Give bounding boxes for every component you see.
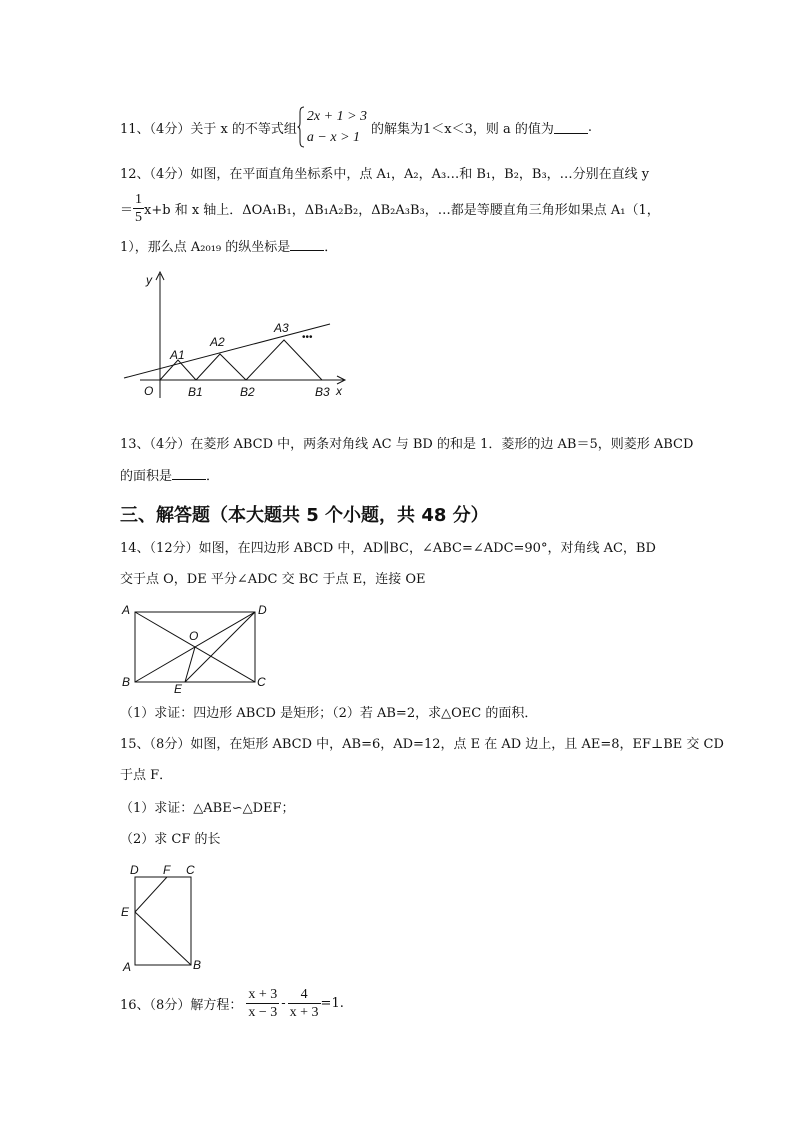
label-c: C [186, 863, 195, 877]
label-b: B [193, 958, 202, 972]
q12-line-2: ＝ $\frac{1}{5}$ x+b 和 x 轴上．ΔOA₁B₁，ΔB₁A₂B₂，ΔB₂A₃B₃，…都是等腰直角三角形如果点 A₁（1， [120, 191, 660, 225]
q11-suffix: 的解集为1＜x＜3，则 a 的值为 [371, 121, 554, 137]
fraction-2: $\frac{4}{x + 3}$ [289, 986, 319, 1020]
q11-prefix: 11、（4分）关于 x 的不等式组 [120, 121, 297, 137]
q14-line-2: 交于点 O，DE 平分∠ADC 交 BC 于点 E，连接 OE [120, 572, 426, 587]
label-b: B [122, 675, 131, 689]
label-a2: A2 [210, 335, 225, 349]
q15-line-1: 15、（8分）如图，在矩形 ABCD 中，AB=6，AD=12，点 E 在 AD 边上，且 AE=8，EF⊥BE 交 CD [120, 737, 724, 752]
q16-prefix: 16、（8分）解方程： [120, 997, 243, 1013]
line-y-1-5x-b [124, 324, 330, 378]
label-c: C [257, 675, 266, 689]
triangle-b2a3b3 [246, 340, 322, 380]
q12-line-1: 12、（4分）如图，在平面直角坐标系中，点 A₁，A₂，A₃…和 B₁，B₂，B₃，…分别在直线 y [120, 167, 650, 182]
label-b1: B1 [188, 385, 203, 399]
inequality-system [297, 106, 367, 148]
q14-parts: （1）求证：四边形 ABCD 是矩形；（2）若 AB=2，求△OEC 的面积． [120, 706, 538, 721]
segment-eb [135, 912, 191, 965]
label-a: A [122, 603, 131, 617]
q14-line-1: 14、（12分）如图，在四边形 ABCD 中，AD∥BC，∠ABC=∠ADC=90°，对角线 AC，BD [120, 541, 656, 556]
label-d: D [130, 863, 139, 877]
label-e: E [174, 682, 183, 696]
label-o: O [189, 629, 199, 643]
q13-line-1: 13、（4分）在菱形 ABCD 中，两条对角线 AC 与 BD 的和是 1．菱形的边 AB＝5，则菱形 ABCD [120, 437, 694, 452]
label-a3: A3 [274, 321, 289, 335]
label-y: y [146, 273, 152, 287]
label-x: x [336, 384, 342, 398]
q12-line-3: 1），那么点 A₂₀₁₉ 的纵坐标是 ． [120, 240, 338, 255]
q12-figure [118, 268, 358, 408]
rectangle-abcd [135, 877, 191, 965]
q15-line-2: 于点 F． [120, 768, 173, 783]
q14-figure [118, 600, 278, 696]
label-e: E [121, 905, 130, 919]
inequality-2: a − x > 1 [306, 130, 361, 145]
fraction-one-fifth: $\frac{1}{5}$ [135, 191, 143, 225]
triangle-b1a2b2 [196, 354, 246, 380]
ellipsis-dots: ••• [302, 332, 313, 343]
answer-blank[interactable] [172, 467, 206, 480]
left-brace-icon [297, 106, 305, 148]
label-d: D [258, 603, 267, 617]
q15-part-1: （1）求证：△ABE∽△DEF； [120, 801, 295, 816]
answer-blank[interactable] [290, 238, 324, 251]
q13-line-2: 的面积是 ． [120, 469, 220, 484]
label-f: F [163, 863, 171, 877]
fraction-1: $\frac{x + 3}{x - 3}$ [248, 986, 278, 1020]
section-title: 三、解答题（本大题共 5 个小题，共 48 分） [120, 505, 489, 526]
answer-blank[interactable] [554, 121, 588, 134]
question-16: 16、（8分）解方程： $\frac{x + 3}{x - 3}$ - $\frac{4}{x + 3}$ =1. [120, 986, 344, 1020]
label-a: A [123, 960, 132, 974]
q15-figure [118, 860, 214, 976]
label-o: O [144, 384, 154, 398]
segment-ef [135, 877, 167, 912]
label-b3: B3 [315, 385, 330, 399]
label-a1: A1 [170, 348, 185, 362]
q15-part-2: （2）求 CF 的长 [120, 832, 221, 847]
question-11: 11、（4分）关于 x 的不等式组 2x + 1 > 3 a − x > 1 的解集为1＜x＜3，则 a 的值为 . [120, 104, 592, 150]
label-b2: B2 [240, 385, 255, 399]
triangle-oa1b1 [160, 360, 196, 380]
inequality-1: 2x + 1 > 3 [306, 109, 368, 124]
